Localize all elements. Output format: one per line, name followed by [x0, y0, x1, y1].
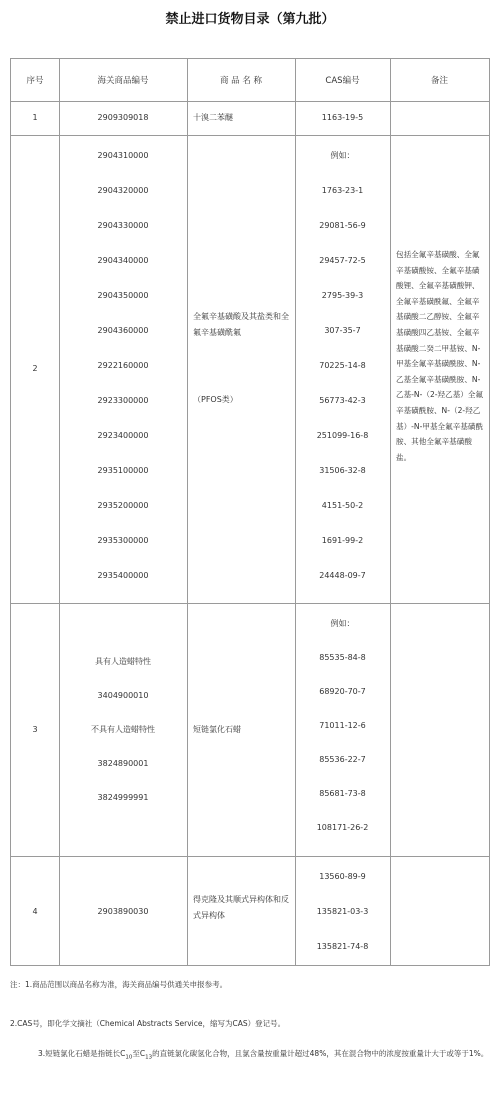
footnote-3-text: 的直链氯化碳氢化合物，且氯含量按重量计超过48%，其在混合物中的浓度按重量计大于或等于1%。: [152, 1049, 489, 1058]
row2-code: 2935100000: [97, 466, 149, 475]
row3-code: 3824999991: [97, 793, 149, 802]
row1-cas: 1163-19-5: [321, 113, 364, 122]
row2-name: 全氟辛基磺酸及其盐类和全氟辛基磺酰氟: [193, 312, 289, 337]
row2-cas: 31506-32-8: [319, 466, 366, 475]
row3-name: 短链氯化石蜡: [193, 725, 241, 734]
header-cas: CAS编号: [325, 76, 360, 86]
row2-code: 2904360000: [97, 326, 149, 335]
row2-cas-prefix: 例如：: [330, 151, 355, 160]
row3-cas: 85681-73-8: [319, 789, 366, 798]
column-divider: [187, 59, 188, 965]
row2-cas: 24448-09-7: [319, 571, 366, 580]
row2-code: 2923400000: [97, 431, 149, 440]
row2-code: 2935400000: [97, 571, 149, 580]
row2-cas: 251099-16-8: [316, 431, 369, 440]
row3-code-label: 不具有人造蜡特性: [91, 725, 155, 734]
row3-cas: 108171-26-2: [316, 823, 369, 832]
row1-code: 2909309018: [97, 113, 149, 122]
row-divider: [11, 101, 489, 102]
row3-cas: 68920-70-7: [319, 687, 366, 696]
row4-cas: 13560-89-9: [319, 872, 366, 881]
footnote-3: [10, 1047, 490, 1065]
row3-code: 3824890001: [97, 759, 149, 768]
footnote-3-sub: 13: [145, 1054, 153, 1061]
row2-cas: 1763-23-1: [321, 186, 364, 195]
row3-code: 3404900010: [97, 691, 149, 700]
row2-code: 2904350000: [97, 291, 149, 300]
row-divider: [11, 135, 489, 136]
row2-code: 2922160000: [97, 361, 149, 370]
row1-seq: 1: [32, 113, 38, 122]
header-name: 商 品 名 称: [219, 76, 263, 86]
row2-cas: 2795-39-3: [321, 291, 364, 300]
row-divider: [11, 603, 489, 604]
footnote-3-sub: 10: [125, 1054, 133, 1061]
row2-code: 2904320000: [97, 186, 149, 195]
footnote-2: 2.CAS号，即化学文摘社（Chemical Abstracts Service，缩写为CAS）登记号。: [10, 1019, 286, 1028]
row2-cas: 70225-14-8: [319, 361, 366, 370]
row2-code: 2935300000: [97, 536, 149, 545]
row4-code: 2903890030: [97, 907, 149, 916]
row3-seq: 3: [32, 725, 38, 734]
row2-cas: 56773-42-3: [319, 396, 366, 405]
row2-code: 2923300000: [97, 396, 149, 405]
row2-name-abbr: （PFOS类）: [193, 395, 238, 404]
row3-code-label: 具有人造蜡特性: [95, 657, 151, 666]
row4-cas: 135821-74-8: [316, 942, 369, 951]
row2-cas: 29457-72-5: [319, 256, 366, 265]
footnote-3-text: 至C: [132, 1049, 146, 1058]
row3-cas: 71011-12-6: [319, 721, 366, 730]
row3-cas: 85536-22-7: [319, 755, 366, 764]
row4-seq: 4: [32, 907, 38, 916]
column-divider: [390, 59, 391, 965]
row2-cas: 1691-99-2: [321, 536, 364, 545]
row2-code: 2904340000: [97, 256, 149, 265]
row2-cas: 4151-50-2: [321, 501, 364, 510]
header-seq: 序号: [26, 76, 44, 86]
row3-cas: 85535-84-8: [319, 653, 366, 662]
row1-name: 十溴二苯醚: [193, 113, 233, 122]
row4-name: 得克隆及其顺式异构体和反式异构体: [193, 895, 289, 920]
row-divider: [11, 856, 489, 857]
row2-code: 2935200000: [97, 501, 149, 510]
row2-cas: 307-35-7: [324, 326, 361, 335]
document-title: 禁止进口货物目录（第九批）: [165, 12, 335, 27]
header-note: 备注: [430, 76, 448, 86]
row2-seq: 2: [32, 364, 38, 373]
row4-cas: 135821-03-3: [316, 907, 369, 916]
row3-cas-prefix: 例如：: [330, 619, 355, 628]
footnote-1: 注：1.商品范围以商品名称为准，海关商品编号供通关申报参考。: [10, 980, 228, 989]
row2-cas: 29081-56-9: [319, 221, 366, 230]
prohibited-goods-table: [10, 58, 490, 966]
header-code: 海关商品编号: [97, 76, 149, 86]
row2-note: 包括全氟辛基磺酸、全氟辛基磺酸铵、全氟辛基磺酸锂、全氟辛基磺酸钾、全氟辛基磺酰氟、全氟辛基磺酸二乙醇铵、全氟辛基磺酸四乙基铵、全氟辛基磺酸二癸二甲基铵、N-甲基全氟辛基磺酰胺、N-乙基全氟辛基磺酰胺、N-乙基-N-（2-羟乙基）全氟辛基磺酰胺、N-（2-羟乙基）-N-甲基全氟辛基磺酰胺、其他全氟辛基磺酸盐。: [396, 250, 484, 462]
row2-code: 2904330000: [97, 221, 149, 230]
row2-code: 2904310000: [97, 151, 149, 160]
footnote-3-text: 3.短链氯化石蜡是指链长C: [38, 1049, 126, 1058]
